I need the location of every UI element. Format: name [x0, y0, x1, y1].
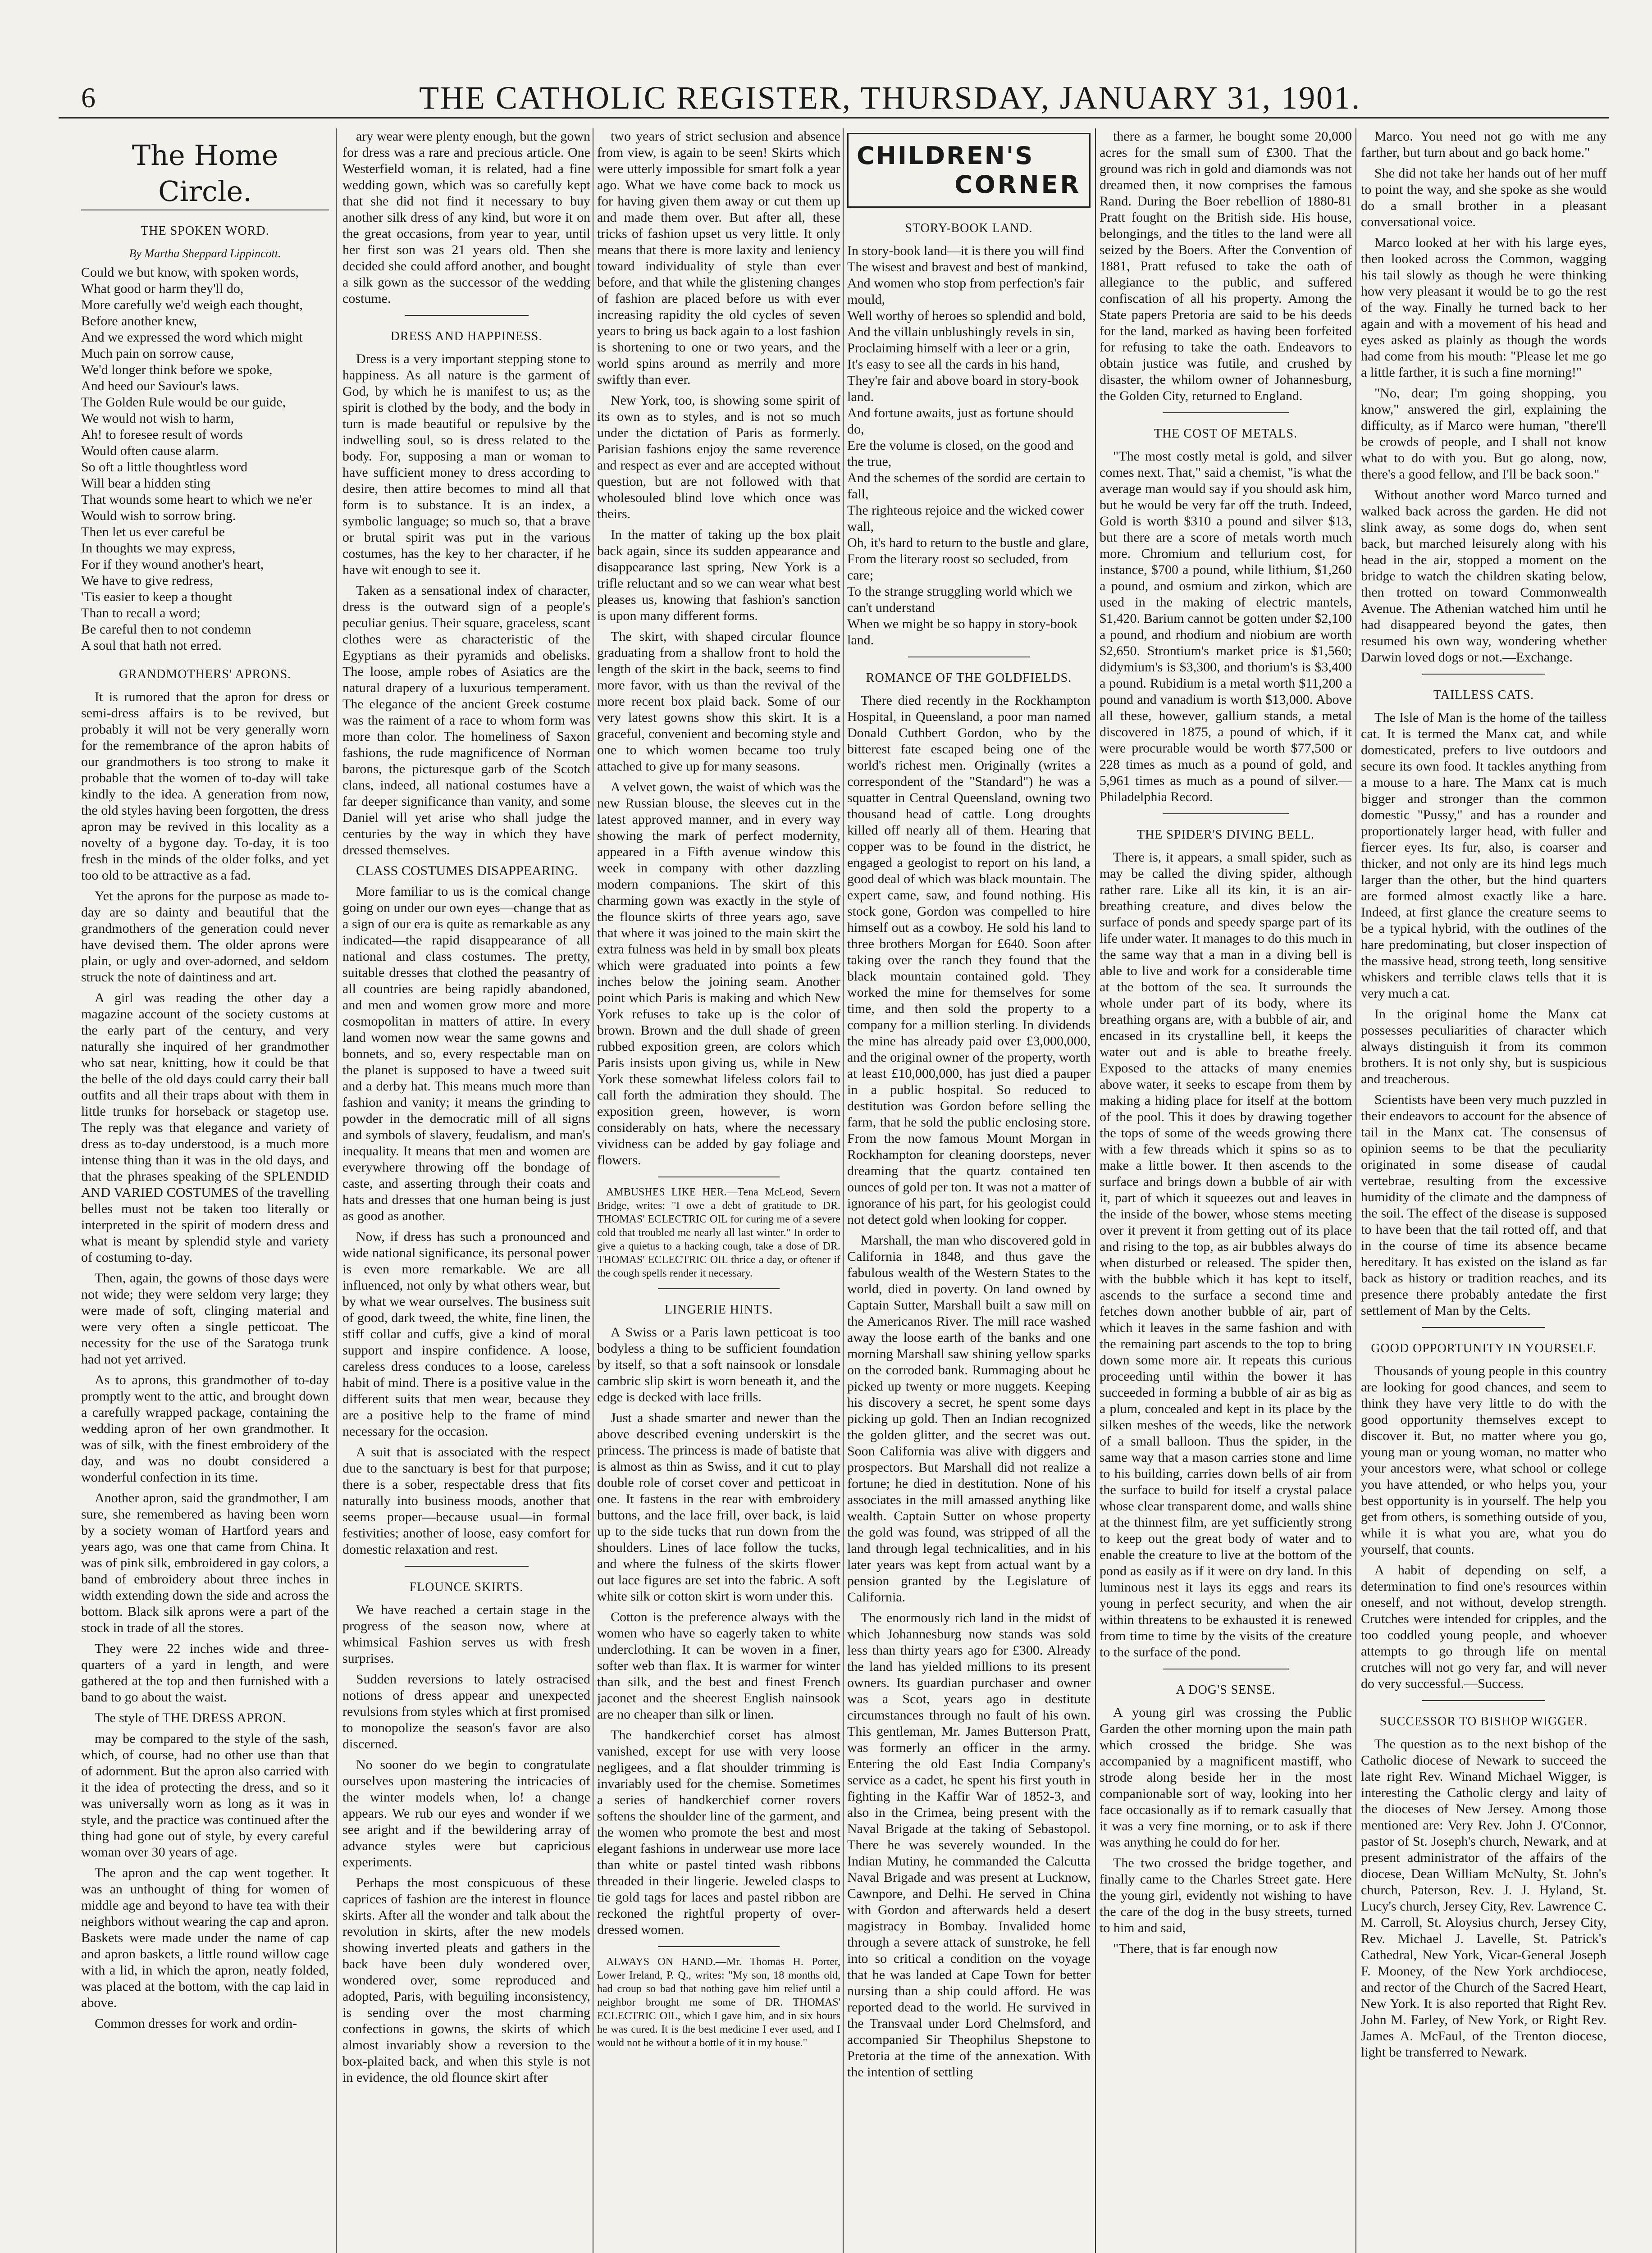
poem-line: Well worthy of heroes so splendid and bold, [847, 308, 1086, 323]
poem-line: When we might be so happy in story-book land. [847, 616, 1077, 648]
paragraph: Now, if dress has such a pronounced and wide national significance, its personal power is even more remarkable. We are all influenced, not only by what others wear, but by what we wear ourselves. The business suit of good, dark tweed, the white, fine linen, the stiff collar and cuffs, give a kind of moral support and inspire confidence. A loose, careless dress conduces to a loose, careless habit of mind. There is a positive value in the different suits that men wear, because they are a positive help to the frame of mind necessary for the occasion. [342, 1229, 590, 1439]
column-rule [843, 128, 844, 2253]
paragraph: More familiar to us is the comical change going on under our own eyes—change that as a sign of our era is quite as remarkable as any indicated—the rapid disappearance of all national and class costumes. The pretty, suitable dresses that clothed the peasantry of all countries are being rapidly abandoned, and men and women grow more and more cosmopolitan in matters of attire. In every land women now wear the same gowns and bonnets, and so, every respectable man on the planet is supposed to have a tweed suit and a derby hat. This means much more than fashion and vanity; it means the grinding to powder in the democratic mill of all signs and symbols of slavery, feudalism, and man's inequality. It means that men and women are everywhere throwing off the bondage of caste, and asserting through their coats and hats and dresses that one human being is just as good as another. [342, 884, 590, 1223]
separator [1422, 1327, 1545, 1328]
poem-line: It's easy to see all the cards in his hand, [847, 357, 1060, 372]
separator [1163, 813, 1289, 814]
paragraph: Another apron, said the grandmother, I am sure, she remembered as having been worn by a society woman of Hartford years and years ago, was one that came from China. It was of pink silk, embroidered in gay colors, a band of embroidery about three inches in width extending down the side and across the bottom. Black silk aprons were a part of the stock in trade of all the stores. [81, 1491, 329, 1635]
ad-text: AMBUSHES LIKE HER.—Tena McLeod, Severn Bridge, writes: "I owe a debt of gratitude to DR. THOMAS' ECLECTRIC OIL for curing me of a severe cold that troubled me nearly all last winter." In order to give a quietus to a hacking cough, take a dose of DR. THOMAS' ECLECTRIC OIL thrice a day, or oftener if the cough spells render it necessary. [597, 1186, 840, 1279]
article-body [1361, 1736, 1606, 2061]
article-title: FLOUNCE SKIRTS. [409, 1580, 524, 1594]
poem-line: And the schemes of the sordid are certain to fall, [847, 470, 1086, 502]
poem-line: They're fair and above board in story-book land. [847, 373, 1079, 404]
article-title: GOOD OPPORTUNITY IN YOURSELF. [1371, 1341, 1597, 1355]
column-rule [1355, 128, 1356, 2253]
poem-line: Ah! to foresee result of words [81, 427, 243, 442]
article-title: DRESS AND HAPPINESS. [390, 329, 543, 343]
article-title: ROMANCE OF THE GOLDFIELDS. [866, 671, 1072, 685]
article-body [1100, 849, 1352, 1660]
separator [1422, 1700, 1545, 1701]
article-body [1100, 1705, 1352, 1957]
poem-line: We have to give redress, [81, 573, 214, 588]
poem-line: Oh, it's hard to return to the bustle and glare, [847, 535, 1089, 550]
masthead [59, 68, 1609, 119]
paragraph: Dress is a very important stepping stone to happiness. As all nature is the garment of God, by which he is manifest to us; as the spirit is clothed by the body, and the body in turn is made beautiful or repulsive by the indwelling soul, so is dress related to the body. For, supposing a man or woman to have sufficient money to dress according to desire, then attire becomes to mind all that form is to substance. It is an index, a symbolic language; so much so, that a brave or brutal spirit was put in the various costumes, has the key to her character, if he have wit enough to see it. [342, 351, 590, 577]
article-body [81, 689, 329, 2032]
paragraph: It is rumored that the apron for dress or semi-dress affairs is to be revived, but probably it will not be very generally worn for the remembrance of the apron habits of our grandmothers is too strong to make it probable that the women of to-day will take kindly to the idea. A generation from now, the old styles having been forgotten, the dress apron may be revived in this locality as a novelty of a bygone day. To-day, it is too fresh in the minds of the older folks, and yet too old to be attractive as a fad. [81, 689, 329, 883]
paragraph: The handkerchief corset has almost vanished, except for use with very loose negligees, and a flat shoulder trimming is invariably used for the chemise. Sometimes a series of handkerchief corner rovers softens the shoulder line of the garment, and the women who promote the best and most elegant fashions in underwear use more lace than white or pastel tinted wash ribbons threaded in their lingerie. Jeweled clasps to tie gold tags for laces and pastel ribbon are reckoned the rightful property of over-dressed women. [597, 1728, 840, 1937]
advertisement [597, 1955, 840, 2050]
article-continuation [342, 128, 590, 307]
poem-line: So oft a little thoughtless word [81, 460, 248, 474]
paragraph: The enormously rich land in the midst of which Johannesburg now stands was sold less than thirty years ago for £300. Already the land has yielded millions to its present owners. Its guardian purchaser and owner was a Scot, years ago in destitute circumstances through no fault of his own. This gentleman, Mr. James Butterson Pratt, was formerly an officer in the army. Entering the old East India Company's service as a cadet, he spent his first youth in fighting in the Kaffir War of 1852-3, and also in the Crimea, being present with the Naval Brigade at the taking of Sebastopol. There he was severely wounded. In the Indian Mutiny, he commanded the Calcutta Naval Brigade and was present at Lucknow, Cawnpore, and Delhi. He served in China with Gordon and afterwards held a desert magistracy in Bombay. Invalided home through a severe attack of sunstroke, he fell into so critical a condition on the voyage that he was landed at Cape Town for better nursing than a ship could afford. He was reported dead to the world. He survived in the Transvaal under Lord Chelmsford, and accompanied Sir Theophilus Shepstone to Pretoria at the time of the annexation. With the intention of settling [847, 1610, 1091, 2080]
paragraph: The skirt, with shaped circular flounce graduating from a shallow front to hold the length of the skirt in the back, seems to find more favor, with us than the revival of the more recent box plaid back. Some of our very latest gowns show this skirt. It is a graceful, convenient and becoming style and one to which women became too truly attached to give up for many seasons. [597, 629, 840, 774]
paragraph: She did not take her hands out of her muff to point the way, and she spoke as she would do a small brother in a pleasant conversational voice. [1361, 166, 1606, 229]
paragraph: there as a farmer, he bought some 20,000 acres for the small sum of £300. That the ground was rich in gold and diamonds was not dreamed then, it now comprises the famous Rand. During the Boer rebellion of 1880-81 Pratt fought on the British side. His house, belongings, and the titles to the land were all seized by the Boers. After the Convention of 1881, Pratt refused to take the oath of allegiance to the public, and suffered confiscation of all his property. Among the State papers Pretoria are said to be his deeds for the land, marked as having been forfeited for refusing to take the oath. Endeavors to obtain justice was futile, and crushed by disaster, the whilom owner of Johannesburg, the Golden City, returned to England. [1100, 129, 1352, 403]
poem-line: Would wish to sorrow bring. [81, 508, 236, 523]
poem-line: For if they wound another's heart, [81, 557, 264, 572]
paragraph: They were 22 inches wide and three-quarters of a yard in length, and were gathered at the top and then furnished with a band to go about the waist. [81, 1641, 329, 1705]
separator [658, 1946, 780, 1947]
separator [658, 1288, 780, 1289]
poem-line: From the literary roost so secluded, from care; [847, 552, 1068, 583]
column-5 [1100, 128, 1352, 2253]
paragraph: A young girl was crossing the Public Garden the other morning upon the main path which crossed the bridge. She was accompanied by a magnificent mastiff, who strode along beside her in the most companionable sort of way, looking into her face occasionally as if to remark casually that it was a very fine morning, or to ask if there was anything he could do for her. [1100, 1705, 1352, 1850]
paragraph: Sudden reversions to lately ostracised notions of dress appear and unexpected revulsions from styles which at first promised to monopolize the season's favor are also discerned. [342, 1672, 590, 1751]
childrens-corner-line2: CORNER [954, 170, 1081, 199]
article-title: SUCCESSOR TO BISHOP WIGGER. [1379, 1715, 1588, 1729]
poem-line: Before another knew, [81, 314, 197, 328]
paragraph: A velvet gown, the waist of which was the new Russian blouse, the sleeves cut in the latest approved manner, and in every way showing the mark of perfect modernity, appeared in a Fifth avenue window this week in company with other dazzling modern companions. The skirt of this charming gown was exactly in the style of the flounce skirts of three years ago, save that where it was joined to the main skirt the extra fulness was held in by small box pleats which were graduated into points a few inches below the joining seam. Another point which Paris is making and which New York refuses to take up is the color of brown. Brown and the dull shade of green rubbed exposition green, are colors which Paris insists upon giving us, while in New York these somewhat lifeless colors fail to call forth the admiration they should. The exposition green, however, is worn considerably on hats, where the necessary vividness can be added by gay foliage and flowers. [597, 780, 840, 1168]
poem-author: By Martha Sheppard Lippincott. [129, 247, 281, 260]
column-rule [336, 128, 337, 2253]
paragraph: New York, too, is showing some spirit of its own as to styles, and is not so much under the dictation of Paris as formerly. Parisian fashions enjoy the same reverence and respect as ever and are accepted without question, but are not followed with that wholesouled blind love which once was theirs. [597, 393, 840, 521]
poem-line: And heed our Saviour's laws. [81, 379, 240, 393]
paragraph: Marco looked at her with his large eyes, then looked across the Common, wagging his tail slowly as though he were thinking how very pleasant it would be to go the rest of the way. Finally he turned back to her again and with a movement of his head and eyes asked as plainly as though the words had come from his mouth: "Please let me go a little farther, it is such a fine morning!" [1361, 235, 1606, 380]
paragraph: Cotton is the preference always with the women who have so eagerly taken to white underclothing. It can be woven in a finer, softer web than flax. It is warmer for winter than silk, and the best and finest French jaconet and the sheerest English nainsook are no cheaper than silk or linen. [597, 1610, 840, 1722]
article-body [597, 1324, 840, 1938]
article-body [847, 693, 1091, 2080]
article-title: A DOG'S SENSE. [1176, 1683, 1276, 1697]
ad-text: ALWAYS ON HAND.—Mr. Thomas H. Porter, Lower Ireland, P. Q., writes: "My son, 18 months old, had croup so bad that nothing gave him relief until a neighbor brought me some of DR. THOMAS' ECLECTRIC OIL, which I gave him, and in six hours he was cured. It is the best medicine I ever used, and I would not be without a bottle of it in my house." [597, 1956, 840, 2049]
article-continuation [1361, 128, 1606, 666]
poem-line: 'Tis easier to keep a thought [81, 589, 233, 604]
poem-line: The righteous rejoice and the wicked cower wall, [847, 503, 1084, 534]
page-number: 6 [81, 82, 96, 114]
poem-line: To the strange struggling world which we can't understand [847, 584, 1072, 615]
paragraph: In the original home the Manx cat possesses peculiarities of character which always distinguish it from its common brothers. It is not only shy, but is suspicious and treacherous. [1361, 1007, 1606, 1086]
childrens-corner-header [847, 133, 1091, 208]
separator [1163, 412, 1289, 413]
column-6 [1361, 128, 1606, 2253]
paragraph: The apron and the cap went together. It was an unthought of thing for women of middle age and beyond to have tea with their neighbors without wearing the cap and apron. Baskets were made under the name of cap and apron baskets, a little round willow cage with a lid, in which the apron, neatly folded, was placed at the bottom, with the cap laid in above. [81, 1865, 329, 2010]
paragraph: A girl was reading the other day a magazine account of the society customs at the early part of the century, and very naturally she inquired of her grandmother who sat near, knitting, how it could be that the belle of the old days could carry their ball outfits and all their traps about with them in little trunks for horseback or stagetop use. The reply was that elegance and variety of dress as to-day understood, is a much more intense thing than it was in the old days, and that the phrases speaking of the SPLENDID AND VARIED COSTUMES of the travelling belles must not be taken too literally or interpreted in the spirit of modern dress and what is meant by splendid style and variety of costuming to-day. [81, 990, 329, 1265]
article-body [342, 351, 590, 1558]
column-3 [597, 128, 840, 2253]
article-body [1361, 1363, 1606, 1692]
poem-line: Would often cause alarm. [81, 443, 219, 458]
article-title: LINGERIE HINTS. [664, 1303, 773, 1317]
paragraph: CLASS COSTUMES DISAPPEARING. [356, 863, 578, 878]
poem-line: Than to recall a word; [81, 606, 201, 620]
article-continuation [597, 128, 840, 1168]
poem-line: Then let us ever careful be [81, 524, 225, 539]
paragraph: A habit of depending on self, a determination to find one's resources within oneself, and not without, develop strength. Crutches were intended for cripples, and the too coddled young people, and whoever attempts to go through life on mental crutches will not go very far, and will never do very successful.—Success. [1361, 1563, 1606, 1691]
article-title: THE SPIDER'S DIVING BELL. [1136, 828, 1315, 842]
paragraph: The Isle of Man is the home of the tailless cat. It is termed the Manx cat, and while domesticated, prefers to live outdoors and secure its own food. It tackles anything from a mouse to a hare. The Manx cat is much bigger and stronger than the common domestic "Pussy," and has a rounder and proportionately larger head, with fuller and fiercer eyes. Its fur, also, is coarser and thicker, and not only are its hind legs much larger than the other, but the hind quarters are formed almost exactly like a hare. Indeed, at first glance the creature seems to be a typical hybrid, with the outlines of the hare predominating, but closer inspection of the massive head, strong teeth, long sensitive whiskers and terrible claws tells that it is very much a cat. [1361, 710, 1606, 1001]
poem-line: Be careful then to not condemn [81, 622, 251, 637]
paragraph: Thousands of young people in this country are looking for good chances, and seem to think they have very little to do with the good opportunity themselves except to discover it. But, no matter where you go, young man or young woman, no matter who your ancestors were, what school or college you have attended, or who helps you, your best opportunity is in yourself. The help you get from others, is something outside of you, while it is what you are, what you do yourself, that counts. [1361, 1364, 1606, 1557]
poem-line: We'd longer think before we spoke, [81, 362, 273, 377]
paragraph: No sooner do we begin to congratulate ourselves upon mastering the intricacies of the winter models when, lo! a change appears. We rub our eyes and wonder if we see aright and if the bewildering array of advance styles were but capricious experiments. [342, 1757, 590, 1870]
article-body [1361, 710, 1606, 1319]
paragraph: two years of strict seclusion and absence from view, is again to be seen! Skirts which were utterly impossible for smart folk a year ago. What we have come back to mock us for having given them away or cut them up and made them over. But after all, these tricks of fashion upset us very little. It only means that there is more laxity and leniency toward individuality of style than ever before, and that while the glistening changes of fashion are placed before us with ever increasing rapidity the old cycles of seven years to bring us back again to a lost fashion is shortening to one or two years, and the world spins around as merrily and more swiftly than ever. [597, 129, 840, 387]
poem-title: THE SPOKEN WORD. [141, 224, 269, 238]
paragraph: Yet the aprons for the purpose as made to-day are so dainty and beautiful that the grandmothers of the generation could never have devised them. The older aprons were plain, or ugly and over-adorned, and seldom struck the note of daintiness and art. [81, 889, 329, 985]
paragraph: Marco. You need not go with me any farther, but turn about and go back home." [1361, 129, 1606, 160]
poem-line: In thoughts we may express, [81, 541, 236, 556]
poem-line: That wounds some heart to which we ne'er [81, 492, 312, 507]
article-title: TAILLESS CATS. [1433, 688, 1534, 702]
paragraph: There died recently in the Rockhampton Hospital, in Queensland, a poor man named Donald Cuthbert Gordon, who by the bitterest fate escaped being one of the world's richest men. Originally (writes a correspondent of the "Standard") he was a squatter in Central Queensland, owning two thousand head of cattle. Long droughts killed off nearly all of them. Hearing that copper was to be found in the district, he engaged a geologist to report on his land, a good deal of which was black mountain. The expert came, saw, and found nothing. His stock gone, Gordon was compelled to hire himself out as a cowboy. He sold his land to three brothers Morgan for £640. Soon after taking over the ranch they found that the black mountain contained gold. They worked the mine for themselves for some time, and then sold the property to a company for a million sterling. In dividends the mine has already paid over £3,000,000, and the original owner of the property, worth at least £10,000,000, has just died a pauper in a public hospital. So reduced to destitution was Gordon before selling the farm, that he sold the public enclosing store. From the now famous Mount Morgan in Rockhampton for cleaning doorsteps, never dreaming that the quartz contained ten ounces of gold per ton. It was not a matter of ignorance of his part, for his geologist could not detect gold when looking for copper. [847, 693, 1091, 1227]
poem-line: What good or harm they'll do, [81, 281, 244, 296]
column-rule [1095, 128, 1096, 2253]
article-title: THE COST OF METALS. [1154, 427, 1298, 441]
paragraph: may be compared to the style of the sash, which, of course, had no other use than that of adornment. But the apron also carried with it the idea of protecting the dress, and so it was universally worn as long as it was in style, and the practice was continued after the thing had gone out of style, by every careful woman over 30 years of age. [81, 1731, 329, 1860]
poem-line: In story-book land—it is there you will find [847, 243, 1084, 258]
separator [1422, 674, 1545, 675]
article-body [342, 1602, 590, 2086]
paragraph: Then, again, the gowns of those days were not wide; they were seldom very large; they were made of soft, clinging material and were very often a single petticoat. The necessity for the use of the Saratoga trunk had not yet arrived. [81, 1271, 329, 1367]
paragraph: A Swiss or a Paris lawn petticoat is too bodyless a thing to be sufficient foundation by itself, so that a soft nainsook or lonsdale cambric slip skirt is worn beneath it, and the edge is decked with lace frills. [597, 1325, 840, 1405]
poem-line: And we expressed the word which might [81, 330, 303, 345]
poem-line: The Golden Rule would be our guide, [81, 395, 286, 410]
poem-line: Will bear a hidden sting [81, 476, 211, 491]
paragraph: We have reached a certain stage in the progress of the season now, where at whimsical Fashion serves us with fresh surprises. [342, 1602, 590, 1666]
paragraph: Perhaps the most conspicuous of these caprices of fashion are the interest in flounce skirts. After all the wonder and talk about the revolution in skirts, after the new models showing inverted pleats and gathers in the back have been duly wondered over, wondered over, some reproduced and adopted, Paris, with beguiling inconsistency, is sending over the most charming confections in gowns, the skirts of which almost invariably show a reversion to the box-plaited back, and when this style is not in evidence, the old flounce skirt after [342, 1875, 590, 2085]
poem-line: Ere the volume is closed, on the good and the true, [847, 438, 1074, 469]
separator [405, 1566, 529, 1567]
separator [405, 315, 529, 316]
column-4 [847, 128, 1091, 2253]
paragraph: Without another word Marco turned and walked back across the garden. He did not slink away, as some dogs do, when sent back, but marched leisurely along with his head in the air, stopped a moment on the bridge to watch the children skating below, then trotted on toward Commonwealth Avenue. The Athenian watched him until he had disappeared beyond the gates, then resumed his own way, wondering whether Darwin loved dogs or not.—Exchange. [1361, 488, 1606, 665]
poem-title: STORY-BOOK LAND. [905, 221, 1033, 235]
paragraph: In the matter of taking up the box plait back again, since its sudden appearance and disappearance last spring, New York is a trifle reluctant and so we can wear what best pleases us, knowing that fashion's sanction is upon many different forms. [597, 527, 840, 623]
advertisement [597, 1186, 840, 1280]
paragraph: The style of THE DRESS APRON. [95, 1710, 286, 1725]
column-2 [342, 128, 590, 2253]
paragraph: The two crossed the bridge together, and finally came to the Charles Street gate. Here the young girl, evidently not wishing to have the care of the dog in the busy streets, turned to him and said, [1100, 1856, 1352, 1935]
poem-line: Could we but know, with spoken words, [81, 265, 299, 280]
paragraph: A suit that is associated with the respect due to the sanctuary is best for that purpose; there is a sober, respectable dress that fits naturally into business moods, another that seems proper—because usual—in formal festivities; another of loose, easy comfort for domestic relaxation and rest. [342, 1445, 590, 1557]
paragraph: ary wear were plenty enough, but the gown for dress was a rare and precious article. One Westerfield woman, it is related, had a fine wedding gown, which was so carefully kept that she did not find it necessary to buy another silk dress of any kind, but wore it on the great occasions, from year to year, until her first son was 21 years old. Then she decided she could afford another, and bought a silk gown as the successor of the wedding costume. [342, 129, 590, 306]
poem-line: Proclaiming himself with a leer or a grin, [847, 341, 1070, 356]
poem-line: We would not wish to harm, [81, 411, 234, 426]
paragraph: As to aprons, this grandmother of to-day promptly went to the attic, and brought down a carefully wrapped package, containing the wedding apron of her own grandmother. It was of silk, with the finest embroidery of the day, and was no doubt considered a wonderful confection in its time. [81, 1373, 329, 1485]
poem-line: A soul that hath not erred. [81, 638, 222, 653]
poem [847, 243, 1091, 648]
paragraph: Common dresses for work and ordin- [95, 2016, 297, 2031]
article-body [1100, 448, 1352, 805]
paragraph: Taken as a sensational index of character, dress is the outward sign of a people's peculiar genius. Their square, graceless, scant clothes were as characteristic of the Egyptians as their pyramids and obelisks. The loose, ample robes of Asiatics are the natural drapery of a luxurious temperament. The elegance of the ancient Greek costume was the raiment of a race to whom form was more than color. The homeliness of Saxon fashions, the rude magnificence of Norman barons, the picturesque garb of the Scotch clans, indeed, all national costumes have a far deeper significance than vanity, and some Daniel will yet arise who shall judge the centuries by the way in which they have dressed themselves. [342, 583, 590, 857]
column-1 [81, 128, 329, 2253]
poem-line: Much pain on sorrow cause, [81, 346, 234, 361]
poem-line: And women who stop from perfection's fair mould, [847, 276, 1084, 307]
childrens-corner-line1: CHILDREN'S [857, 141, 1034, 170]
paragraph: Marshall, the man who discovered gold in California in 1848, and thus gave the fabulous wealth of the Western States to the world, died in poverty. On land owned by Captain Sutter, Marshall built a saw mill on the Americanos River. The mill race washed away the loose earth of the banks and one morning Marshall saw shining yellow sparks on the corroded bank. Rummaging about he picked up twenty or more nuggets. Keeping his discovery a secret, he spent some days picking up gold. Then an Indian recognized the golden glitter, and the secret was out. Soon California was alive with diggers and prospectors. But Marshall did not realize a fortune; he died in destitution. None of his associates in the mill amassed anything like wealth. Captain Sutter on whose property the gold was found, was stripped of all the land through legal technicalities, and in his later years was kept from actual want by a pension granted by the Legislature of California. [847, 1233, 1091, 1605]
paragraph: "No, dear; I'm going shopping, you know," answered the girl, explaining the difficulty, as if Marco were human, "there'll be crowds of people, and I shall not know what to do with you. But go along, now, there's a good fellow, and I'll be back soon." [1361, 386, 1606, 482]
paragraph: There is, it appears, a small spider, such as may be called the diving spider, although rather rare. Like all its kin, it is an air-breathing creature, and dives below the surface of ponds and speedy sparge part of its life under water. It manages to do this much in the same way that a man in a diving bell is able to live and work for a considerable time at the bottom of the sea. It surrounds the whole under part of its body, where its breathing organs are, with a bubble of air, and encased in its crystalline bell, it keeps the water out and is able to breathe freely. Exposed to the attacks of many enemies above water, it seeks to escape from them by making a hiding place for itself at the bottom of the pool. This it does by drawing together the tops of some of the weeds growing there with a few threads which it spins so as to make a little bower. It then ascends to the surface and brings down a bubble of air with it, part of which it squeezes out and leaves in the inside of the bower, whose stems meeting over it prevent it from getting out of its place and rising to the top, as air bubbles always do when disturbed or released. The spider then, with the bubble which it has kept to itself, ascends to the surface a second time and fetches down another bubble of air, part of which it leaves in the same fashion and with the remaining part ascends to the top to bring down some more air. It repeats this curious proceeding until within the bower it has succeeded in forming a bubble of air as big as a plum, concealed and kept in its place by the silken meshes of the weeds, like the network of a small balloon. Thus the spider, in the same way that a mason carries stone and lime to his building, carries down bells of air from the surface to build for itself a crystal palace whose clear transparent dome, and walls shine at the thinnest film, are yet sufficiently strong to keep out the great body of water and to enable the creature to live at the bottom of the pond as easily as if it were on dry land. In this luminous nest it lays its eggs and rears its young in perfect security, and when the air within threatens to be exhausted it is renewed from time to time by the visits of the creature to the surface of the pond. [1100, 850, 1352, 1660]
poem-line: The wisest and bravest and best of mankind, [847, 260, 1088, 274]
paragraph: "There, that is far enough now [1113, 1941, 1278, 1956]
poem [81, 265, 329, 654]
poem-line: And fortune awaits, just as fortune should do, [847, 406, 1074, 437]
article-title: GRANDMOTHERS' APRONS. [119, 667, 292, 681]
poem-line: More carefully we'd weigh each thought, [81, 297, 303, 312]
paragraph: The question as to the next bishop of the Catholic diocese of Newark to succeed the late right Rev. Winand Michael Wigger, is interesting the Catholic clergy and laity of the dioceses of New Jersey. Among those mentioned are: Very Rev. John J. O'Connor, pastor of St. Joseph's church, Newark, and at present administrator of the affairs of the diocese, Dean William McNulty, St. John's church, Paterson, Rev. J. J. Hyland, St. Lucy's church, Jersey City, Rev. Lawrence C. M. Carroll, St. Aloysius church, Jersey City, Rev. Michael J. Lavelle, St. Patrick's Cathedral, New York, Vicar-General Joseph F. Mooney, of the New York archdiocese, and rector of the Church of the Sacred Heart, New York. It is also reported that Right Rev. John M. Farley, of New York, or Right Rev. James A. McFaul, of the Trenton diocese, light be transferred to Newark. [1361, 1737, 1606, 2060]
poem-line: And the villain unblushingly revels in sin, [847, 324, 1075, 339]
paragraph: "The most costly metal is gold, and silver comes next. That," said a chemist, "is what the average man would say if you should ask him, but he would be very far off the truth. Indeed, Gold is worth $310 a pound and silver $13, but there are a score of metals worth much more. Chromium and tellurium cost, for instance, $700 a pound, while lithium, $1,260 a pound, and osmium and zirkon, which are used in the making of electric mantels, $1,420. Barium cannot be gotten under $2,100 a pound, and rhodium and niobium are worth $2,650. Strontium's market price is $1,560; didymium's is $3,300, and thorium's is $3,400 a pound. Rubidium is a metal worth $11,200 a pound and vanadium is worth $13,000. Above all these, however, gallium stands, a metal discovered in 1875, a pound of which, if it were procurable would be worth $77,500 or 228 times as much as a pound of gold, and 5,961 times as much as a pound of silver.—Philadelphia Record. [1100, 449, 1352, 804]
article-continuation [1100, 128, 1352, 404]
paragraph: Scientists have been very much puzzled in their endeavors to account for the absence of tail in the Manx cat. The consensus of opinion seems to be that the peculiarity originated in some disease of caudal vertebrae, resulting from the excessive humidity of the climate and the dampness of the soil. The effect of the disease is supposed to have been that the tail rotted off, and that in the course of time its absence became hereditary. It has existed on the island as far back as history or tradition reaches, and its presence there probably antedate the first settlement of Man by the Celts. [1361, 1092, 1606, 1318]
newspaper-title: THE CATHOLIC REGISTER, THURSDAY, JANUARY 31, 1901. [419, 80, 1361, 116]
section-title: The Home Circle. [81, 137, 329, 210]
paragraph: Just a shade smarter and newer than the above described evening underskirt is the princess. The princess is made of batiste that is almost as thin as Swiss, and it cut to play double role of corset cover and petticoat in one. It fastens in the rear with embroidery buttons, and the lace frill, over back, is laid up to the side tucks that run down from the shoulders. Lines of lace follow the tucks, and where the fulness of the skirts flower out lace figures are set into the fabric. A soft white silk or cotton skirt is worn under this. [597, 1410, 840, 1604]
